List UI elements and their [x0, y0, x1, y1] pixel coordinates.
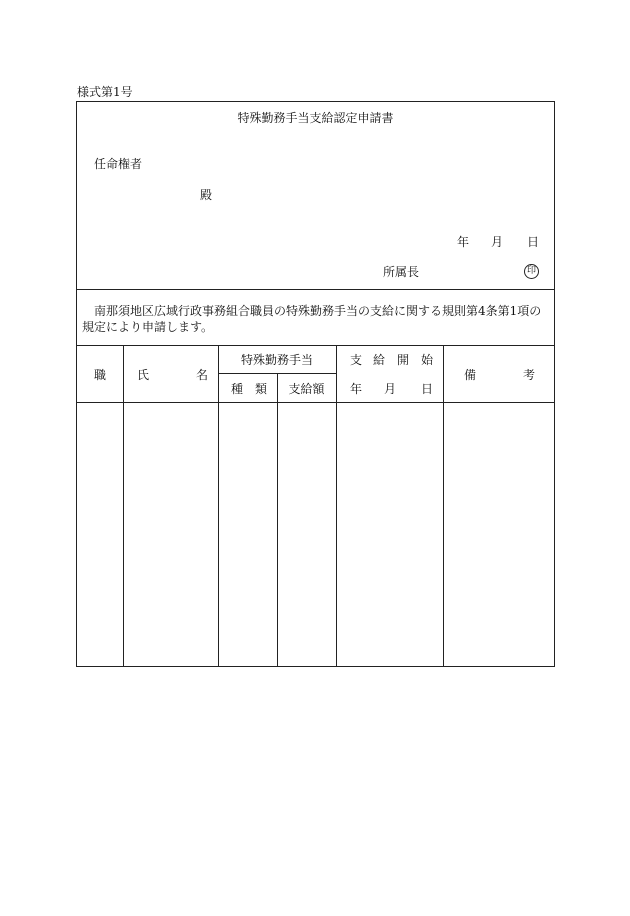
col-header-name-1: 氏	[137, 368, 150, 382]
col-divider-3	[277, 373, 278, 667]
col-header-type-2: 類	[255, 382, 268, 396]
col-header-position: 職	[94, 368, 107, 382]
form-title: 特殊勤務手当支給認定申請書	[237, 111, 394, 125]
divider-header	[76, 289, 555, 290]
col-divider-1	[123, 345, 124, 667]
col-header-allowance: 特殊勤務手当	[240, 353, 313, 367]
col-divider-2	[218, 345, 219, 667]
date-month-label: 月	[491, 235, 504, 249]
col-header-type-1: 種	[231, 382, 244, 396]
col-divider-5	[443, 345, 444, 667]
col-header-start-1: 支	[350, 353, 363, 367]
col-header-remarks-2: 考	[523, 368, 536, 382]
col-header-start-2: 給	[373, 353, 386, 367]
application-statement: 南那須地区広域行政事務組合職員の特殊勤務手当の支給に関する規則第4条第1項の規定により申請します。	[82, 304, 542, 334]
col-header-name-2: 名	[196, 368, 209, 382]
col-header-start-year: 年	[350, 382, 363, 396]
form-number: 様式第1号	[77, 85, 133, 99]
date-day-label: 日	[527, 235, 540, 249]
col-divider-4	[336, 345, 337, 667]
honorific-dono: 殿	[200, 188, 213, 202]
seal-mark: 印	[524, 264, 539, 279]
department-head-label: 所属長	[383, 265, 420, 279]
table-header-bottom	[76, 402, 555, 403]
allowance-subheader-line	[218, 373, 336, 374]
date-year-label: 年	[457, 235, 470, 249]
appointing-authority-label: 任命権者	[94, 157, 143, 171]
divider-table-top	[76, 345, 555, 346]
col-header-start-4: 始	[421, 353, 434, 367]
col-header-start-month: 月	[384, 382, 397, 396]
col-header-start-3: 開	[397, 353, 410, 367]
col-header-remarks-1: 備	[464, 368, 477, 382]
col-header-start-day: 日	[421, 382, 434, 396]
col-header-amount: 支給額	[288, 382, 325, 396]
